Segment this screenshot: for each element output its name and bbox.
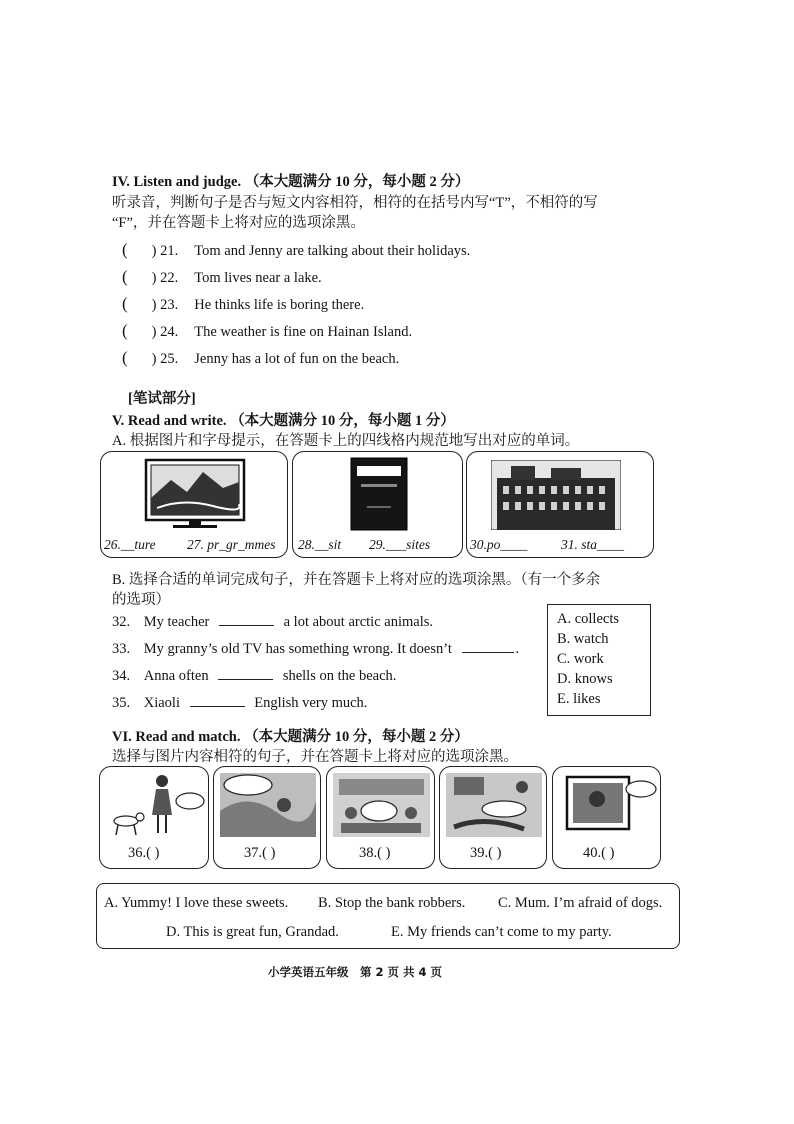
tv-robbers-picture-icon: [557, 771, 658, 839]
option-d: D. knows: [557, 671, 613, 687]
party-picture-icon: [331, 771, 432, 839]
match-answers-box: [96, 883, 680, 949]
tv-picture-icon: [143, 458, 247, 530]
match-label-36[interactable]: 36.( ): [128, 845, 160, 861]
written-part-label: [笔试部分]: [128, 391, 196, 407]
list-item: ( ) 25. Jenny has a lot of fun on the beach.: [122, 348, 400, 367]
sentence-34: 34. Anna often shells on the beach.: [112, 668, 397, 684]
caption-26: 26.__ture: [104, 537, 156, 552]
picture-box-book: [292, 451, 463, 558]
section-4-instruction-2: “F”，并在答题卡上将对应的选项涂黑。: [112, 215, 365, 231]
sentence-32: 32. My teacher a lot about arctic animals.: [112, 614, 434, 630]
list-item: ( ) 23. He thinks life is boring there.: [122, 294, 365, 313]
word-options-box: [547, 604, 651, 716]
caption-30: 30.po____: [470, 537, 528, 552]
sentence-33: 33. My granny’s old TV has something wrong. It doesn’t .: [112, 641, 520, 657]
match-label-37[interactable]: 37.( ): [244, 845, 276, 861]
option-e: E. likes: [557, 691, 601, 707]
guidebook-picture-icon: [347, 456, 411, 532]
grandad-fun-picture-icon: [218, 771, 318, 839]
match-picture-39: [439, 766, 547, 869]
answer-paren[interactable]: (: [122, 294, 128, 313]
caption-31: 31. sta____: [561, 537, 625, 552]
answer-blank[interactable]: [462, 651, 514, 653]
part-b-instruction-1: B. 选择合适的单词完成句子，并在答题卡上将对应的选项涂黑。（有一个多余: [112, 572, 601, 588]
picture-box-building: [466, 451, 654, 558]
section-6-instruction: 选择与图片内容相符的句子，并在答题卡上将对应的选项涂黑。: [112, 749, 518, 765]
answer-paren[interactable]: (: [122, 348, 128, 367]
list-item: ( ) 21. Tom and Jenny are talking about their holidays.: [122, 240, 471, 259]
match-picture-36: [99, 766, 209, 869]
section-5-title: V. Read and write. （本大题满分 10 分，每小题 1 分）: [112, 413, 455, 429]
match-picture-40: [552, 766, 661, 869]
building-picture-icon: [491, 460, 621, 530]
picture-box-tv: [100, 451, 288, 558]
caption-29: 29.___sites: [369, 537, 431, 552]
answer-paren[interactable]: (: [122, 267, 128, 286]
answer-blank[interactable]: [219, 624, 274, 626]
option-c: C. work: [557, 651, 604, 667]
answer-e: E. My friends can’t come to my party.: [391, 924, 612, 940]
section-4-instruction-1: 听录音，判断句子是否与短文内容相符，相符的在括号内写“T”，不相符的写: [112, 195, 598, 211]
caption-27: 27. pr_gr_mmes: [187, 537, 276, 552]
girl-and-dog-picture-icon: [104, 771, 206, 837]
answer-b: B. Stop the bank robbers.: [318, 895, 466, 911]
section-4-title: IV. Listen and judge. （本大题满分 10 分，每小题 2 分）: [112, 174, 470, 190]
list-item: ( ) 24. The weather is fine on Hainan Island.: [122, 321, 413, 340]
answer-d: D. This is great fun, Grandad.: [166, 924, 339, 940]
caption-28: 28.__sit: [298, 537, 342, 552]
sentence-35: 35. Xiaoli English very much.: [112, 695, 368, 711]
match-picture-38: [326, 766, 435, 869]
match-label-38[interactable]: 38.( ): [359, 845, 391, 861]
answer-paren[interactable]: (: [122, 240, 128, 259]
match-label-39[interactable]: 39.( ): [470, 845, 502, 861]
list-item: ( ) 22. Tom lives near a lake.: [122, 267, 322, 286]
sweets-picture-icon: [444, 771, 544, 839]
match-label-40[interactable]: 40.( ): [583, 845, 615, 861]
answer-a: A. Yummy! I love these sweets.: [104, 895, 289, 911]
page-footer: 小学英语五年级 第 2 页 共 4 页: [268, 965, 443, 979]
part-a-instruction: A. 根据图片和字母提示，在答题卡上的四线格内规范地写出对应的单词。: [112, 433, 580, 449]
answer-blank[interactable]: [190, 705, 245, 707]
answer-blank[interactable]: [218, 678, 273, 680]
option-a: A. collects: [557, 611, 620, 627]
part-b-instruction-2: 的选项）: [112, 592, 170, 608]
section-6-title: VI. Read and match. （本大题满分 10 分，每小题 2 分）: [112, 729, 469, 745]
match-picture-37: [213, 766, 321, 869]
option-b: B. watch: [557, 631, 609, 647]
answer-paren[interactable]: (: [122, 321, 128, 340]
answer-c: C. Mum. I’m afraid of dogs.: [498, 895, 663, 911]
